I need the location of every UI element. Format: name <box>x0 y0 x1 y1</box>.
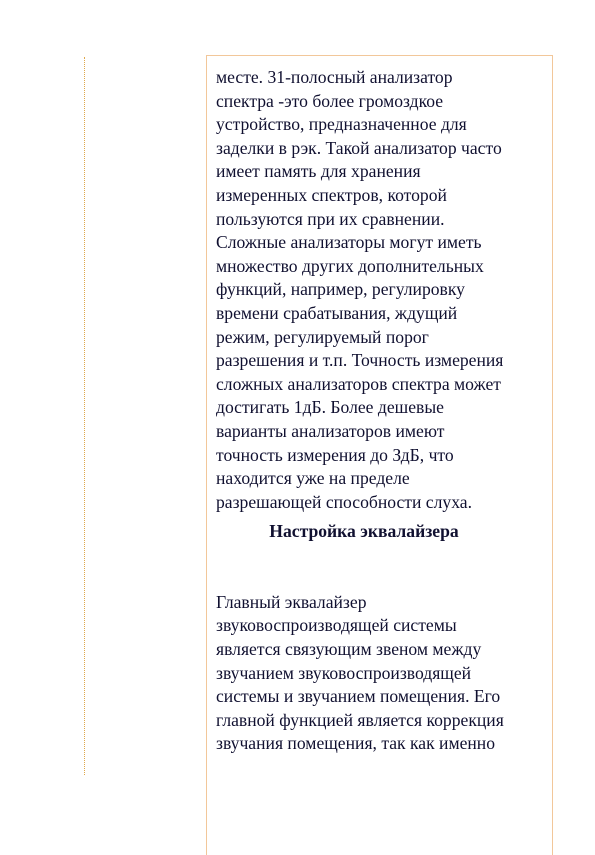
text-line: времени срабатывания, ждущий <box>216 302 458 323</box>
text-frame <box>206 55 553 855</box>
text-line: устройство, предназначенное для <box>216 114 467 135</box>
text-line: главной функцией является коррекция <box>216 709 504 730</box>
text-line: системы и звучанием помещения. Его <box>216 686 501 707</box>
text-line: сложных анализаторов спектра может <box>216 373 501 394</box>
text-line: звуковоспроизводящей системы <box>216 615 457 636</box>
text-line: режим, регулируемый порог <box>216 326 429 347</box>
text-line: заделки в рэк. Такой анализатор часто <box>216 137 502 158</box>
text-line: спектра -это более громоздкое <box>216 90 444 111</box>
paragraph-analyzers <box>216 66 552 514</box>
text-line: множество других дополнительных <box>216 255 484 276</box>
text-line: имеет память для хранения <box>216 161 421 182</box>
text-line: Главный эквалайзер <box>216 591 367 612</box>
text-line: является связующим звеном между <box>216 639 482 660</box>
spacer <box>216 544 552 591</box>
text-line: разрешающей способности слуха. <box>216 491 472 512</box>
section-heading: Настройка эквалайзера <box>269 521 459 542</box>
text-line: звучания помещения, так как именно <box>216 733 496 754</box>
text-line: пользуются при их сравнении. <box>216 208 445 229</box>
text-line: звучанием звуковоспроизводящей <box>216 662 472 683</box>
text-line: варианты анализаторов имеют <box>216 420 445 441</box>
text-line: находится уже на пределе <box>216 468 410 489</box>
paragraph-equalizer <box>216 591 552 756</box>
text-line: достигать 1дБ. Более дешевые <box>216 397 444 418</box>
text-line: измеренных спектров, которой <box>216 184 447 205</box>
text-line: Сложные анализаторы могут иметь <box>216 232 482 253</box>
text-line: месте. 31-полосный анализатор <box>216 67 453 87</box>
text-line: разрешения и т.п. Точность измерения <box>216 350 504 371</box>
text-line: точность измерения до ЗдБ, что <box>216 444 454 465</box>
left-margin-rule <box>84 57 85 775</box>
text-line: функций, например, регулировку <box>216 279 465 300</box>
